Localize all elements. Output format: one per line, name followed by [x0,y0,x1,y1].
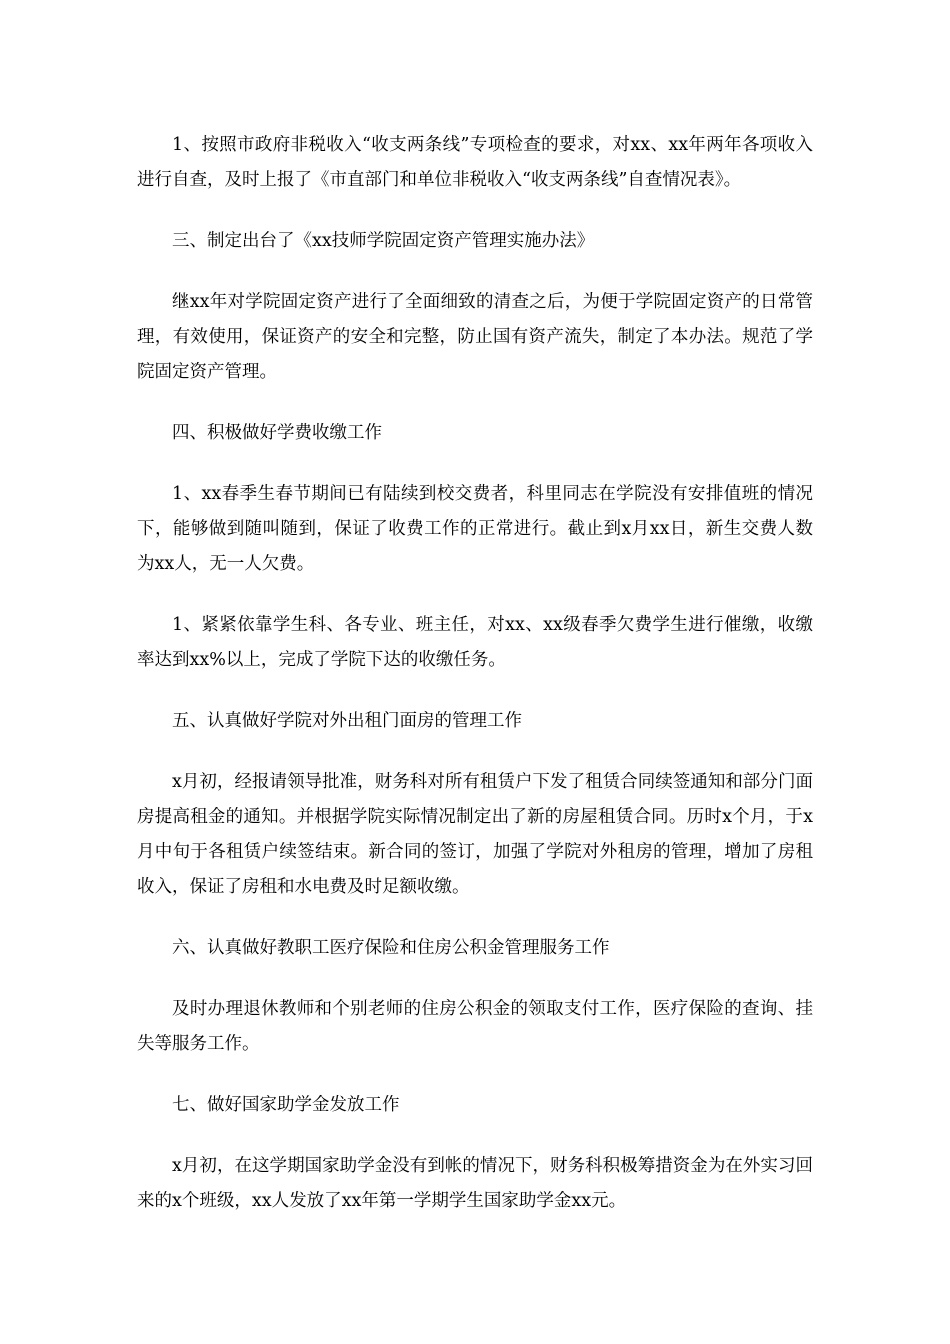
paragraph-rental-management: x月初，经报请领导批准，财务科对所有租赁户下发了租赁合同续签通知和部分门面房提高租金的通知。并根据学院实际情况制定出了新的房屋租赁合同。历时x个月，于x月中旬于各租赁户续签结束。新合同的签订，加强了学院对外租房的管理，增加了房租收入，保证了房租和水电费及时足额收缴。 [137,772,813,897]
paragraph-fixed-assets: 继xx年对学院固定资产进行了全面细致的清查之后，为便于学院固定资产的日常管理，有效使用，保证资产的安全和完整，防止国有资产流失，制定了本办法。规范了学院固定资产管理。 [137,292,813,382]
heading-section-five: 五、认真做好学院对外出租门面房的管理工作 [172,711,522,731]
paragraph-spring-fees: 1、xx春季生春节期间已有陆续到校交费者，科里同志在学院没有安排值班的情况下，能够做到随叫随到，保证了收费工作的正常进行。截止到x月xx日，新生交费人数为xx人，无一人欠费。 [137,484,813,574]
heading-section-three: 三、制定出台了《xx技师学院固定资产管理实施办法》 [172,231,595,251]
heading-section-six: 六、认真做好教职工医疗保险和住房公积金管理服务工作 [172,938,610,958]
paragraph-grant-distribution: x月初，在这学期国家助学金没有到帐的情况下，财务科积极筹措资金为在外实习回来的x个班级，xx人发放了xx年第一学期学生国家助学金xx元。 [137,1156,813,1211]
heading-section-four: 四、积极做好学费收缴工作 [172,423,382,443]
paragraph-self-inspection: 1、按照市政府非税收入“收支两条线”专项检查的要求，对xx、xx年两年各项收入进行自查，及时上报了《市直部门和单位非税收入“收支两条线”自查情况表》。 [137,135,813,190]
paragraph-overdue-fees: 1、紧紧依靠学生科、各专业、班主任，对xx、xx级春季欠费学生进行催缴，收缴率达到xx%以上，完成了学院下达的收缴任务。 [137,615,813,670]
paragraph-insurance-fund: 及时办理退休教师和个别老师的住房公积金的领取支付工作，医疗保险的查询、挂失等服务工作。 [137,999,813,1054]
document-page [137,128,813,1245]
heading-section-seven: 七、做好国家助学金发放工作 [172,1095,400,1115]
